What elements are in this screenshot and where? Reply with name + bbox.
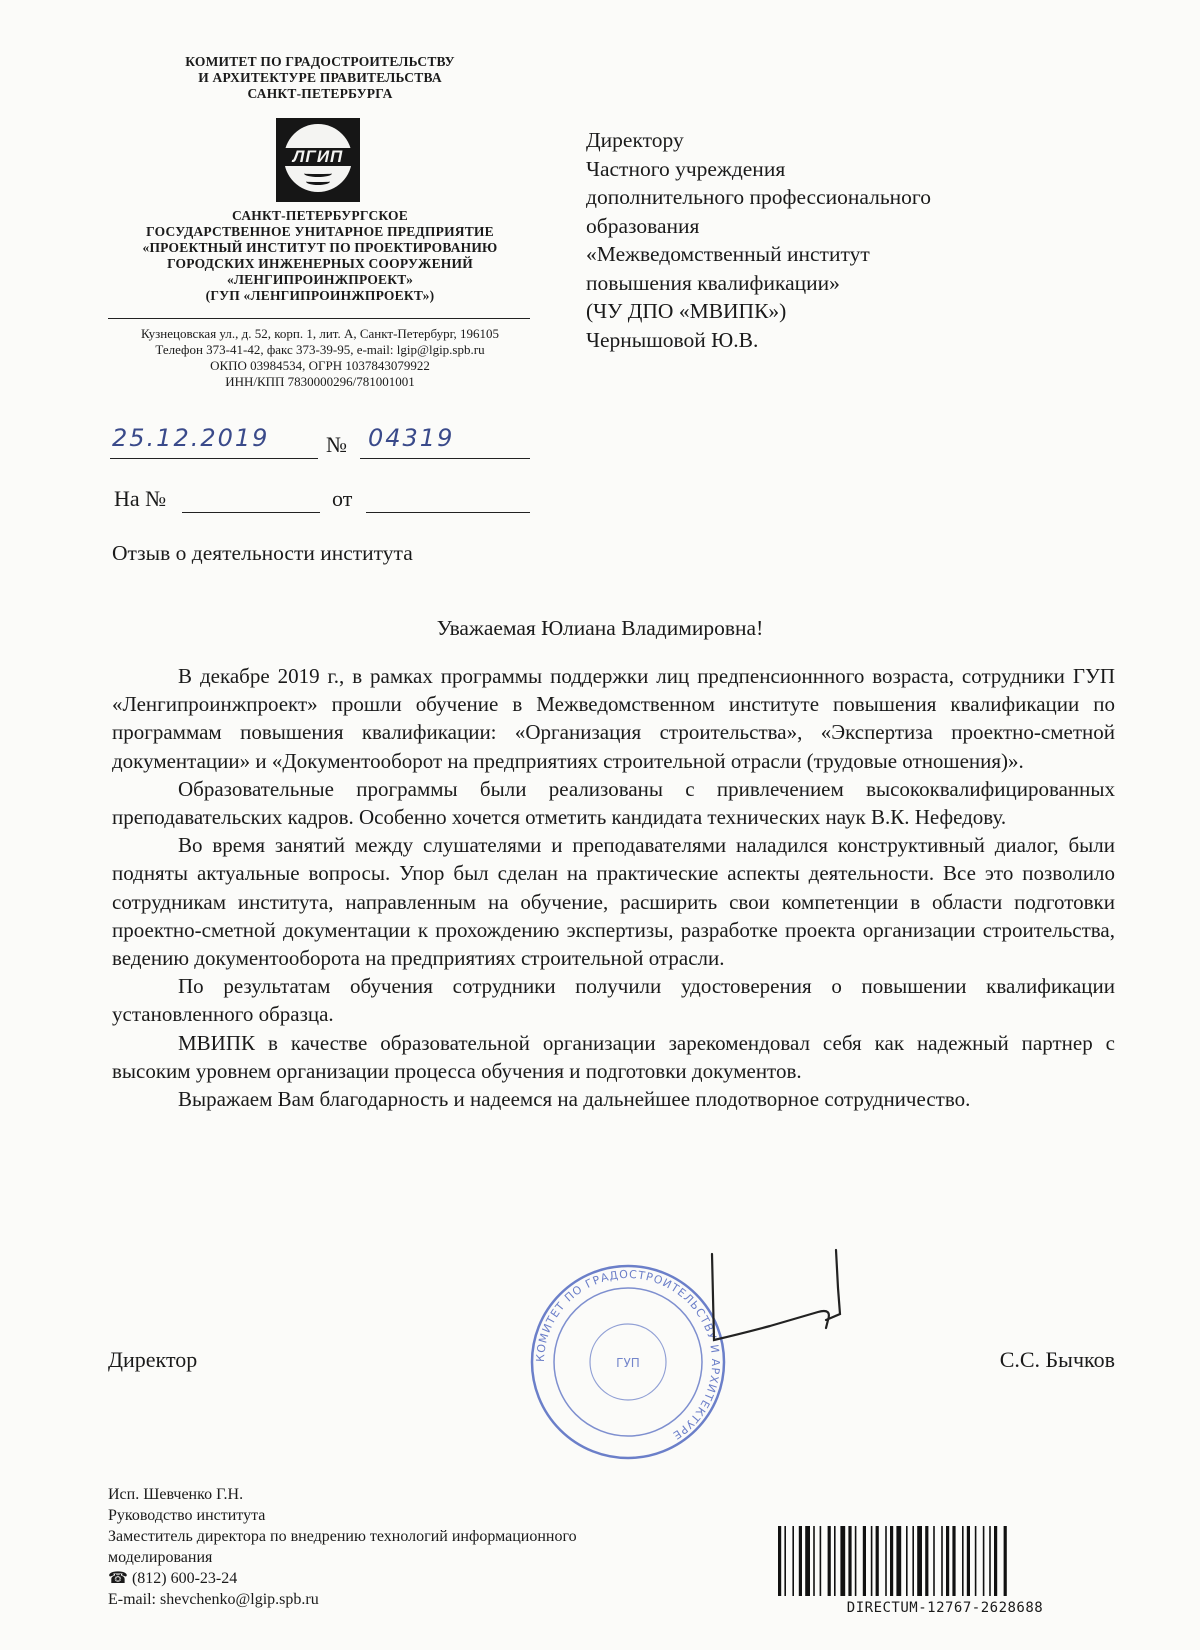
reg-number-sign: № — [326, 432, 347, 457]
barcode-label: DIRECTUM-12767-2628688 — [846, 1600, 1044, 1616]
barcode-bar — [784, 1526, 786, 1596]
reg-number: 04319 — [368, 424, 455, 452]
org-line-6: (ГУП «ЛЕНГИПРОИНЖПРОЕКТ») — [205, 288, 435, 303]
body-paragraph-1: В декабре 2019 г., в рамках программы поддержки лиц предпенсионнного возраста, сотрудники ГУП «Ленгипроинжпроект» прошли обучение в Межведомственном институте повышения квалификации по программам повышения квалификации: «Организация строительства», «Экспертиза проектно-сметной документации» и «Документооборот на предприятиях строительной отрасли (трудовые отношения)». — [112, 664, 1115, 773]
barcode-bar — [834, 1526, 836, 1596]
directum-barcode — [778, 1526, 1058, 1596]
addressee-line-3: дополнительного профессионального — [586, 185, 931, 209]
barcode-bar — [933, 1526, 935, 1596]
barcode-bar — [925, 1526, 928, 1596]
org-contacts — [100, 326, 540, 390]
logo-text: ЛГИП — [276, 148, 360, 166]
executor-phone: (812) 600-23-24 — [131, 1570, 238, 1587]
barcode-bar — [975, 1526, 977, 1596]
stamp-outer-text: КОМИТЕТ ПО ГРАДОСТРОИТЕЛЬСТВУ И АРХИТЕКТУРЕ — [533, 1267, 723, 1443]
signatory-name: С.С. Бычков — [999, 1347, 1115, 1372]
org-header — [100, 208, 540, 304]
addressee-line-5: «Межведомственный институт — [586, 242, 870, 266]
body-paragraph-4: По результатам обучения сотрудники получили удостоверения о повышении квалификации установленного образца. — [112, 974, 1115, 1027]
reg-date: 25.12.2019 — [112, 424, 270, 452]
contact-address: Кузнецовская ул., д. 52, корп. 1, лит. А, Санкт-Петербург, 196105 — [140, 326, 500, 341]
logo-wave — [306, 178, 330, 185]
letterhead-divider — [108, 318, 530, 319]
committee-line-3: САНКТ-ПЕТЕРБУРГА — [247, 86, 393, 101]
committee-header — [130, 54, 510, 102]
body-paragraph-3: Во время занятий между слушателями и преподавателями наладился конструктивный диалог, были подняты актуальные вопросы. Упор был сделан на практические аспекты деятельности. Все это позволило сотрудникам института, направленным на обучение, расширить свои компетенции в области подготовки проектно-сметной документации к прохождению экспертизы, разработке проекта организации строительства, ведению документооборота на предприятиях строительной отрасли. — [112, 833, 1115, 971]
addressee — [586, 126, 1066, 354]
ref-date-line — [366, 512, 530, 513]
executor-block — [108, 1484, 728, 1610]
body-paragraph-2: Образовательные программы были реализованы с привлечением высококвалифицированных преподавательских кадров. Особенно хочется отметить кандидата технических наук В.К. Нефедову. — [112, 776, 1115, 830]
addressee-line-7: (ЧУ ДПО «МВИПК») — [586, 299, 787, 323]
signatory-title: Директор — [108, 1347, 198, 1372]
org-line-2: ГОСУДАРСТВЕННОЕ УНИТАРНОЕ ПРЕДПРИЯТИЕ — [146, 224, 494, 239]
contact-phone: Телефон 373-41-42, факс 373-39-95, e-mail: lgip@lgip.spb.ru — [155, 342, 485, 357]
barcode-bar — [863, 1526, 866, 1596]
letter-subject: Отзыв о деятельности института — [112, 541, 413, 565]
letter-body — [112, 662, 1115, 1113]
ref-date-label: от — [332, 486, 353, 511]
barcode-bar — [890, 1526, 893, 1596]
executor-position-cont: моделирования — [108, 1549, 213, 1566]
barcode-bar — [952, 1526, 955, 1596]
addressee-line-6: повышения квалификации» — [586, 270, 840, 295]
contact-okpo: ОКПО 03984534, ОГРН 1037843079922 — [210, 358, 430, 373]
barcode-bar — [885, 1526, 887, 1596]
org-line-1: САНКТ-ПЕТЕРБУРГСКОЕ — [232, 208, 408, 223]
addressee-line-1: Директору — [586, 128, 684, 152]
logo-wave — [304, 170, 332, 177]
barcode-bar — [778, 1526, 781, 1596]
barcode-bar — [848, 1526, 851, 1596]
executor-dept: Руководство института — [108, 1507, 266, 1524]
executor-name: Исп. Шевченко Г.Н. — [108, 1486, 244, 1503]
ref-number-line — [182, 512, 320, 513]
barcode-bar — [813, 1526, 815, 1596]
barcode-bar — [912, 1526, 914, 1596]
stamp-inner-text: ГУП — [616, 1356, 640, 1370]
barcode-bar — [967, 1526, 970, 1596]
salutation: Уважаемая Юлиана Владимировна! — [436, 616, 764, 640]
body-paragraph-6: Выражаем Вам благодарность и надеемся на дальнейшее плодотворное сотрудничество. — [178, 1087, 971, 1112]
handwritten-signature — [700, 1248, 880, 1358]
contact-inn: ИНН/КПП 7830000296/781001001 — [225, 374, 415, 389]
lgip-logo — [276, 118, 360, 202]
barcode-bar — [820, 1526, 822, 1596]
reg-number-line — [360, 458, 530, 459]
executor-email: E-mail: shevchenko@lgip.spb.ru — [108, 1591, 319, 1608]
barcode-bar — [994, 1526, 997, 1596]
body-paragraph-5: МВИПК в качестве образовательной организации зарекомендовал себя как надежный партнер с высоким уровнем организации процесса обучения и подготовки документов. — [112, 1030, 1115, 1083]
executor-position: Заместитель директора по внедрению технологий информационного — [108, 1528, 577, 1545]
barcode-bar — [840, 1526, 845, 1596]
executor-phone-row — [108, 1568, 728, 1589]
ref-number-label: На № — [114, 486, 167, 511]
barcode-bar — [871, 1526, 873, 1596]
barcode-bar — [805, 1526, 810, 1596]
barcode-bar — [828, 1526, 831, 1596]
phone-icon: ☎ — [108, 1570, 128, 1587]
barcode-bar — [917, 1526, 922, 1596]
barcode-bar — [983, 1526, 985, 1596]
barcode-bar — [876, 1526, 879, 1596]
reg-date-line — [110, 458, 318, 459]
barcode-bar — [855, 1526, 857, 1596]
addressee-line-4: образования — [586, 213, 700, 238]
barcode-bar — [989, 1526, 991, 1596]
barcode-bar — [906, 1526, 908, 1596]
barcode-bar — [896, 1526, 901, 1596]
barcode-bar — [946, 1526, 949, 1596]
barcode-bar — [941, 1526, 943, 1596]
committee-line-2: И АРХИТЕКТУРЕ ПРАВИТЕЛЬСТВА — [198, 70, 442, 85]
barcode-bar — [1004, 1526, 1007, 1596]
committee-line-1: КОМИТЕТ ПО ГРАДОСТРОИТЕЛЬСТВУ — [185, 54, 455, 69]
addressee-line-2: Частного учреждения — [586, 156, 786, 181]
org-line-3: «ПРОЕКТНЫЙ ИНСТИТУТ ПО ПРОЕКТИРОВАНИЮ — [142, 240, 498, 255]
official-stamp — [528, 1262, 728, 1462]
org-line-5: «ЛЕНГИПРОИНЖПРОЕКТ» — [226, 272, 414, 287]
barcode-bar — [792, 1526, 794, 1596]
org-line-4: ГОРОДСКИХ ИНЖЕНЕРНЫХ СООРУЖЕНИЙ — [167, 256, 473, 271]
barcode-bar — [962, 1526, 964, 1596]
barcode-bar — [799, 1526, 802, 1596]
addressee-line-8: Чернышовой Ю.В. — [586, 327, 759, 352]
